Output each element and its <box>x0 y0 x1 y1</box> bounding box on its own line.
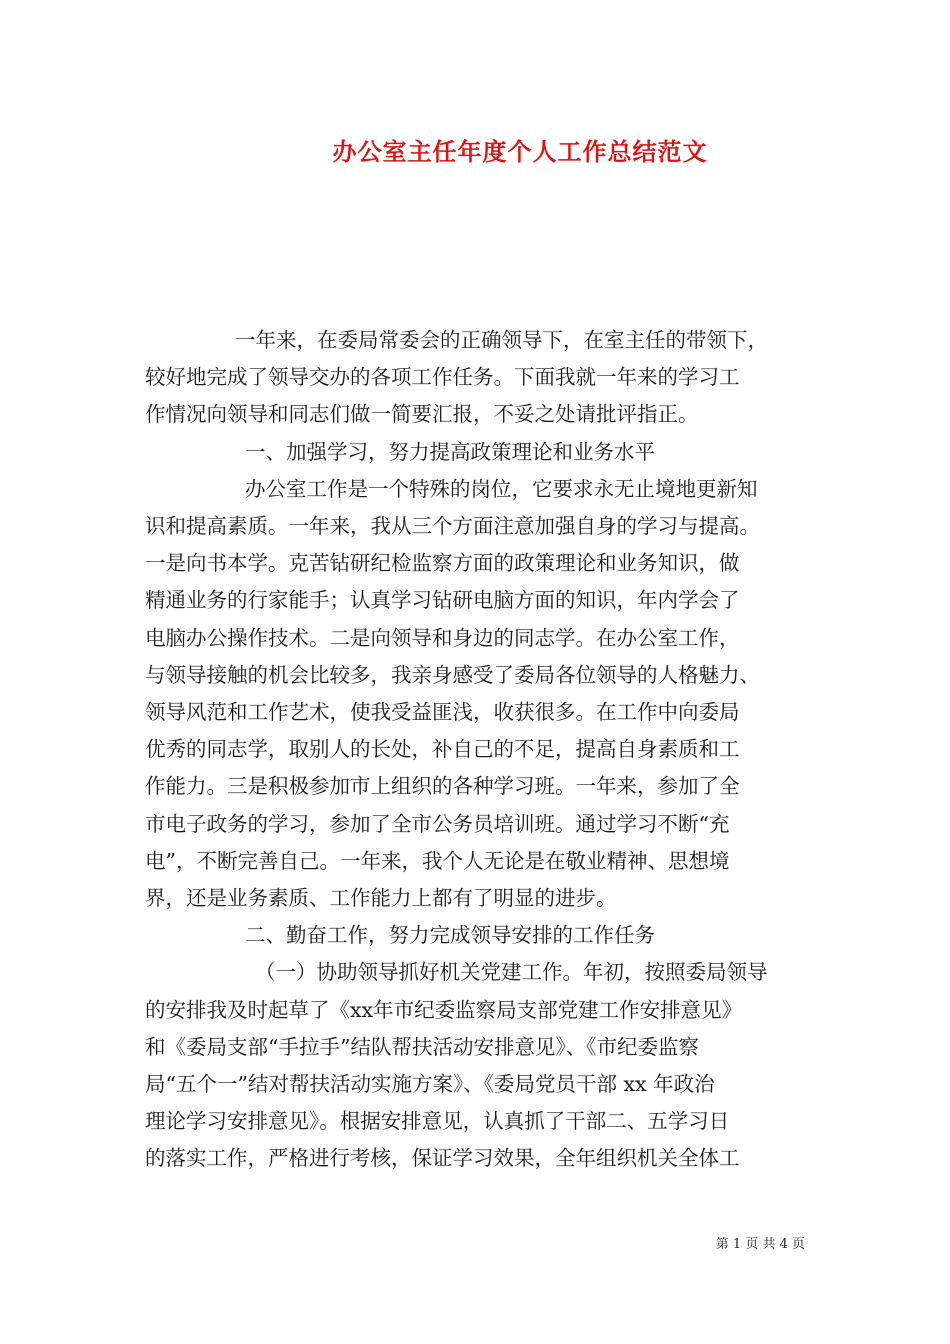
text-line: 一年来，在委局常委会的正确领导下，在室主任的带领下， <box>235 328 768 352</box>
text-line: 较好地完成了领导交办的各项工作任务。下面我就一年来的学习工 <box>145 365 740 390</box>
section-heading: 一、加强学习，努力提高政策理论和业务水平 <box>245 439 655 464</box>
text-line: 识和提高素质。一年来，我从三个方面注意加强自身的学习与提高。 <box>145 514 760 539</box>
text-line: 的安排我及时起草了《xx年市纪委监察局支部党建工作安排意见》 <box>145 997 743 1022</box>
text-line: 界，还是业务素质、工作能力上都有了明显的进步。 <box>145 886 617 911</box>
section-heading: 二、勤奋工作，努力完成领导安排的工作任务 <box>245 923 655 948</box>
text-line: 作能力。三是积极参加市上组织的各种学习班。一年来，参加了全 <box>145 774 740 799</box>
page-number: 第 1 页 共 4 页 <box>715 1237 805 1252</box>
document-body <box>145 322 825 1178</box>
text-line: 办公室工作是一个特殊的岗位，它要求永无止境地更新知 <box>245 476 758 501</box>
text-line: 与领导接触的机会比较多，我亲身感受了委局各位领导的人格魅力、 <box>145 662 760 687</box>
text-line: 理论学习安排意见》。根据安排意见，认真抓了干部二、五学习日 <box>145 1109 730 1134</box>
text-line: 优秀的同志学，取别人的长处，补自己的不足，提高自身素质和工 <box>145 737 740 762</box>
text-line: 作情况向领导和同志们做一简要汇报，不妥之处请批评指正。 <box>145 402 699 427</box>
document-title: 办公室主任年度个人工作总结范文 <box>332 137 708 166</box>
text-line: 一是向书本学。克苦钻研纪检监察方面的政策理论和业务知识，做 <box>145 551 740 576</box>
text-line: 市电子政务的学习，参加了全市公务员培训班。通过学习不断“充 <box>145 811 730 836</box>
text-line: （一）协助领导抓好机关党建工作。年初，按照委局领导 <box>255 960 768 985</box>
text-line: 的落实工作，严格进行考核，保证学习效果，全年组织机关全体工 <box>145 1146 740 1171</box>
text-line: 领导风范和工作艺术，使我受益匪浅，收获很多。在工作中向委局 <box>145 700 740 725</box>
text-line: 精通业务的行家能手；认真学习钻研电脑方面的知识，年内学会了 <box>145 588 740 613</box>
text-line: 电”，不断完善自己。一年来，我个人无论是在敬业精神、思想境 <box>145 848 730 873</box>
text-line: 和《委局支部“手拉手”结队帮扶活动安排意见》、《市纪委监察 <box>145 1034 699 1059</box>
text-line: 局“五个一”结对帮扶活动实施方案》、《委局党员干部 xx 年政治 <box>145 1072 715 1097</box>
text-line: 电脑办公操作技术。二是向领导和身边的同志学。在办公室工作， <box>145 625 740 650</box>
